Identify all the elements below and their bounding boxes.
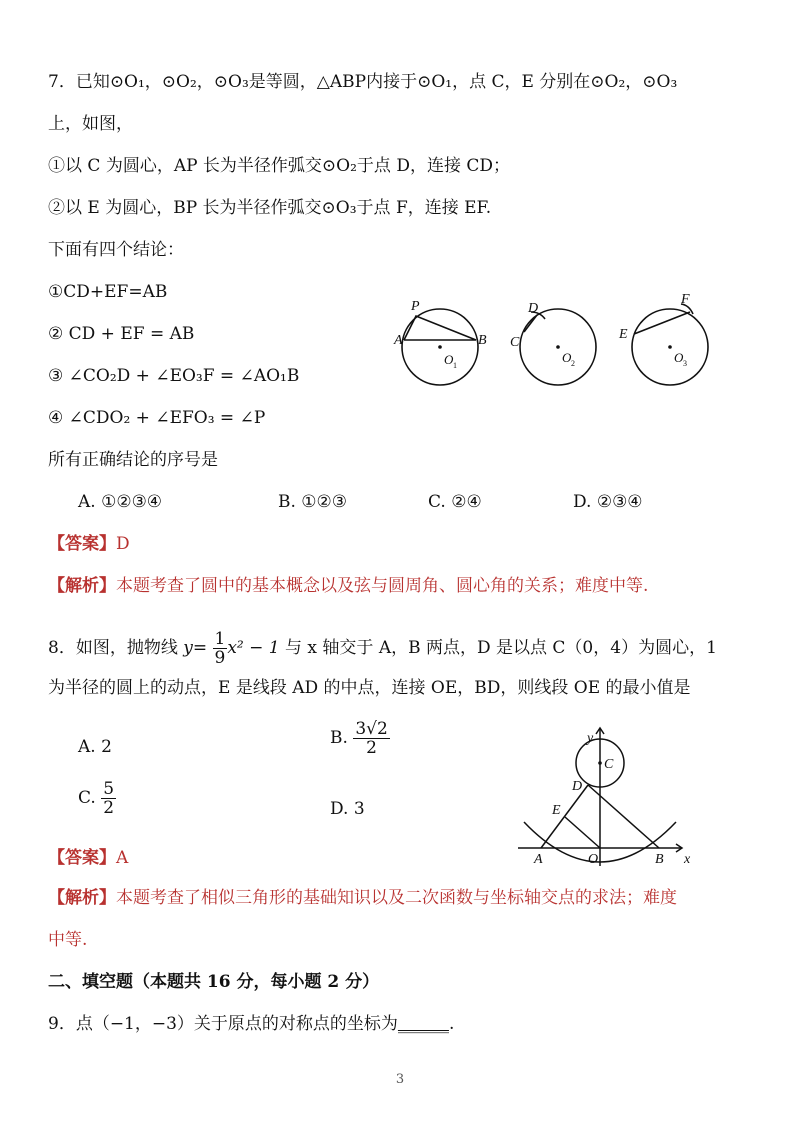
q7-option-a: A. ①②③④ <box>78 492 163 512</box>
q7-line1: 7．已知⊙O₁，⊙O₂，⊙O₃是等圆，△ABP内接于⊙O₁，点 C，E 分别在⊙O₂，⊙O₃ <box>48 72 678 92</box>
svg-text:2: 2 <box>571 359 575 368</box>
label-b: B <box>655 852 664 867</box>
q8-option-c: C. $\frac{5}{2}$ <box>78 779 115 818</box>
q7-intro: 下面有四个结论： <box>48 240 184 260</box>
q8-line2: 为半径的圆上的动点，E 是线段 AD 的中点，连接 OE，BD，则线段 OE 的最小值是 <box>48 678 691 698</box>
label-a: A <box>534 852 543 867</box>
q7-conclusion-1: ①CD+EF=AB <box>48 282 168 302</box>
svg-text:3: 3 <box>683 359 687 368</box>
label-y: y <box>587 731 594 746</box>
page-number: 3 <box>395 1072 405 1087</box>
label-e: E <box>619 327 628 342</box>
label-o1: O <box>444 352 454 367</box>
q7-option-b: B. ①②③ <box>278 492 348 512</box>
q8-fraction: $\frac{1}{9}$ <box>214 629 226 668</box>
q8-option-d: D. 3 <box>330 799 365 819</box>
label-c: C <box>604 757 614 772</box>
label-b: B <box>478 333 487 348</box>
label-f: F <box>681 292 690 307</box>
q7-conclusion-2: ② CD + EF = AB <box>48 324 195 344</box>
q8-option-b: B. $\frac{3√2}{2}$ <box>330 719 388 758</box>
q7-option-c: C. ②④ <box>428 492 482 512</box>
q7-question: 所有正确结论的序号是 <box>48 450 218 470</box>
q8-answer: 【答案】A <box>48 848 129 868</box>
label-o: O <box>588 852 599 867</box>
q9-line: 9．点（−1，−3）关于原点的对称点的坐标为______. <box>48 1014 455 1034</box>
label-o3: O <box>674 350 684 365</box>
q8-line1: 8．如图，抛物线 y= $\frac{1}{9}$ x² − 1 与 x 轴交于 A，B 两点，D 是以点 C（0，4）为圆心，1 <box>48 629 717 668</box>
q8-parabola-figure <box>510 722 700 872</box>
label-d: D <box>572 779 583 794</box>
label-a: A <box>394 333 403 348</box>
q7-option-d: D. ②③④ <box>573 492 643 512</box>
label-p: P <box>411 299 420 314</box>
label-o2: O <box>562 350 572 365</box>
label-c: C <box>510 335 520 350</box>
label-e: E <box>552 803 561 818</box>
q7-answer: 【答案】D <box>48 534 130 554</box>
q7-conclusion-3: ③ ∠CO₂D + ∠EO₃F = ∠AO₁B <box>48 366 300 386</box>
q7-conclusion-4: ④ ∠CDO₂ + ∠EFO₃ = ∠P <box>48 408 266 428</box>
label-x: x <box>684 852 691 867</box>
q7-step2: ②以 E 为圆心，BP 长为半径作弧交⊙O₃于点 F，连接 EF. <box>48 198 492 218</box>
q7-analysis: 【解析】本题考查了圆中的基本概念以及弦与圆周角、圆心角的关系；难度中等. <box>48 576 649 596</box>
q7-circles-figure <box>385 292 725 392</box>
svg-text:1: 1 <box>453 361 457 370</box>
q8-option-a: A. 2 <box>78 737 112 757</box>
q8-analysis: 【解析】本题考查了相似三角形的基础知识以及二次函数与坐标轴交点的求法；难度 <box>48 888 677 908</box>
q7-step1: ①以 C 为圆心，AP 长为半径作弧交⊙O₂于点 D，连接 CD； <box>48 156 511 176</box>
q7-line2: 上，如图， <box>48 114 133 134</box>
q8-analysis-cont: 中等. <box>48 930 88 950</box>
section-2-heading: 二、填空题（本题共 16 分，每小题 2 分） <box>48 972 380 992</box>
label-d: D <box>528 301 539 316</box>
